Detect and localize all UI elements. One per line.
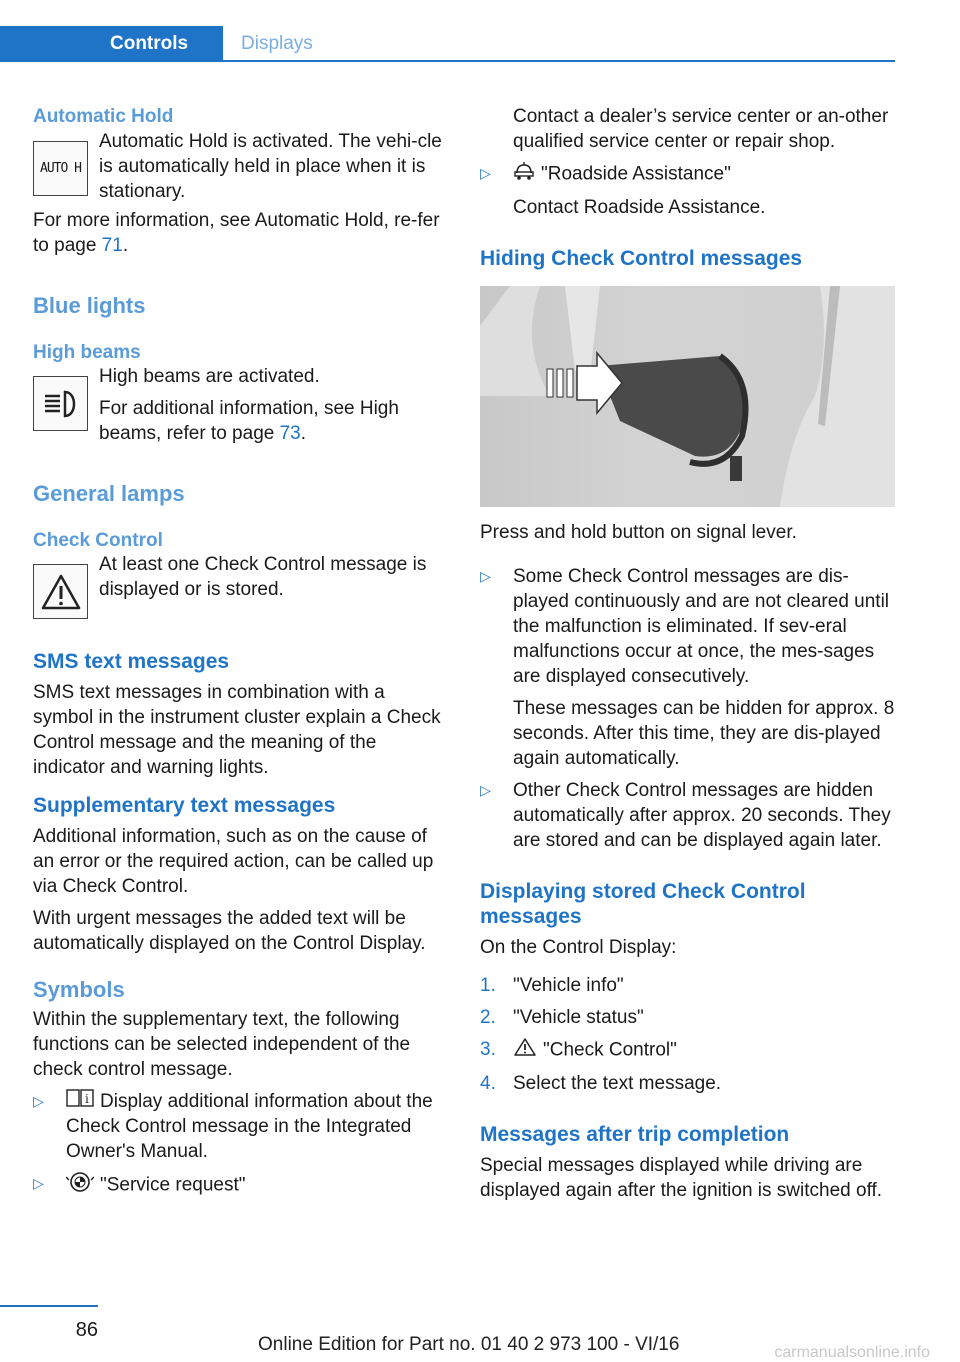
supplementary-text2: With urgent messages the added text will be automatically displayed on the Control Display. — [33, 908, 426, 954]
step-number: 1. — [480, 975, 496, 996]
footer-rule — [0, 1305, 98, 1307]
list-item — [480, 1071, 895, 1096]
high-beams-page-link[interactable]: 73 — [279, 423, 301, 444]
list-item — [33, 1089, 448, 1164]
symbols-item1 — [66, 1089, 448, 1164]
general-lamps-heading: General lamps — [33, 481, 185, 506]
supplementary-text1: Additional information, such as on the cause of an error or the required action, can be called up via Check Control. — [33, 826, 434, 897]
warning-triangle-icon — [33, 564, 88, 619]
right-column — [480, 100, 895, 1203]
bullet-marker: ▷ — [480, 568, 491, 584]
list-item — [480, 778, 895, 853]
step-check-control-text: "Check Control" — [543, 1039, 677, 1061]
stored-heading: Displaying stored Check Control messages — [480, 880, 806, 928]
check-control-text: At least one Check Control message is displayed or is stored. — [99, 554, 427, 600]
period: . — [300, 423, 307, 444]
hiding-item1-text-b: These messages can be hidden for approx. 8 seconds. After this time, they are dis-played again automatically. — [513, 698, 895, 769]
trip-heading: Messages after trip completion — [480, 1123, 790, 1146]
high-beams-text1: High beams are activated. — [99, 366, 320, 387]
warning-triangle-icon — [513, 1037, 537, 1064]
symbols-text: Within the supplementary text, the following functions can be selected independent of the check control message. — [33, 1009, 411, 1080]
bullet-marker: ▷ — [480, 782, 491, 798]
high-beams-text — [99, 364, 448, 446]
symbols-item1-text: Display additional information about the Check Control message in the Integrated Owner's Manual. — [66, 1091, 433, 1163]
step-number: 2. — [480, 1007, 496, 1028]
stored-intro: On the Control Display: — [480, 937, 677, 958]
check-control-row — [33, 554, 448, 619]
left-column — [33, 100, 448, 1200]
tow-truck-icon — [513, 161, 535, 188]
auto-hold-row — [33, 131, 448, 204]
step-number: 3. — [480, 1039, 496, 1060]
blue-lights-heading: Blue lights — [33, 293, 146, 318]
symbols-item2 — [66, 1171, 448, 1200]
page-number: 86 — [75, 1319, 98, 1341]
auto-hold-more-text: For more information, see Automatic Hold, re-fer to page — [33, 210, 440, 256]
auto-hold-icon-label: AUTO H — [40, 161, 81, 176]
list-item — [480, 1037, 895, 1064]
photo-caption: Press and hold button on signal lever. — [480, 522, 797, 543]
auto-hold-icon — [33, 141, 88, 196]
bullet-marker: ▷ — [480, 165, 491, 181]
manual-book-icon — [66, 1089, 94, 1114]
auto-hold-more — [33, 208, 448, 258]
high-beams-more-text: For additional information, see High beams, refer to page — [99, 398, 399, 444]
auto-hold-text: Automatic Hold is activated. The vehi-cle is automatically held in place when it is stationary. — [99, 131, 442, 202]
tab-controls[interactable]: Controls — [0, 26, 223, 62]
contact-dealer-text: Contact a dealer’s service center or an-other qualified service center or repair shop. — [513, 106, 889, 152]
hiding-heading: Hiding Check Control messages — [480, 247, 803, 270]
step-vehicle-status: "Vehicle status" — [513, 1007, 644, 1028]
hiding-item2: Other Check Control messages are hidden automatically after approx. 20 seconds. They are stored and can be displayed again later. — [513, 780, 891, 851]
trip-text: Special messages displayed while driving are displayed again after the ignition is switched off. — [480, 1155, 883, 1201]
sms-heading: SMS text messages — [33, 650, 230, 673]
check-control-heading: Check Control — [33, 530, 163, 551]
list-item — [480, 104, 895, 154]
bullet-spacer — [480, 104, 513, 154]
signal-lever-photo — [480, 286, 895, 507]
bullet-marker: ▷ — [33, 1093, 44, 1109]
hiding-item1-text-a: Some Check Control messages are dis-played continuously and are not cleared until the malfunction is eliminated. If sev-eral malfunctions occur at once, the mes-sages are displayed consecutively. — [513, 566, 890, 687]
bullet-marker: ▷ — [33, 1175, 44, 1192]
hiding-item1 — [513, 564, 895, 771]
list-item — [480, 973, 895, 998]
roadside-text: Contact Roadside Assistance. — [513, 197, 766, 218]
list-item — [480, 161, 895, 220]
step-number: 4. — [480, 1073, 496, 1094]
auto-hold-heading: Automatic Hold — [33, 106, 174, 127]
list-item — [480, 564, 895, 771]
high-beams-heading: High beams — [33, 342, 141, 363]
watermark: carmanualsonline.info — [774, 1344, 930, 1361]
sms-text: SMS text messages in combination with a symbol in the instrument cluster explain a Check Control message and the meaning of the indicator and warning lights. — [33, 682, 441, 778]
symbols-heading: Symbols — [33, 977, 125, 1002]
auto-hold-page-link[interactable]: 71 — [101, 235, 123, 256]
high-beams-more — [99, 396, 448, 446]
high-beam-icon — [33, 376, 88, 431]
step-vehicle-info: "Vehicle info" — [513, 975, 624, 996]
step-check-control — [513, 1037, 895, 1064]
header-tabbar — [0, 26, 895, 62]
period: . — [122, 235, 129, 256]
svg-text:i: i — [85, 1092, 89, 1107]
tab-displays[interactable]: Displays — [241, 33, 313, 54]
step-select-message: Select the text message. — [513, 1073, 722, 1094]
list-item — [33, 1171, 448, 1200]
supplementary-heading: Supplementary text messages — [33, 794, 336, 817]
symbols-item2-text: "Service request" — [100, 1175, 246, 1196]
high-beams-row — [33, 366, 448, 446]
edition-footnote: Online Edition for Part no. 01 40 2 973 100 - VI/16 — [258, 1334, 680, 1355]
roadside-item — [513, 161, 895, 220]
list-item — [480, 1005, 895, 1030]
bmw-service-icon — [66, 1171, 94, 1200]
roadside-label: "Roadside Assistance" — [541, 163, 731, 185]
